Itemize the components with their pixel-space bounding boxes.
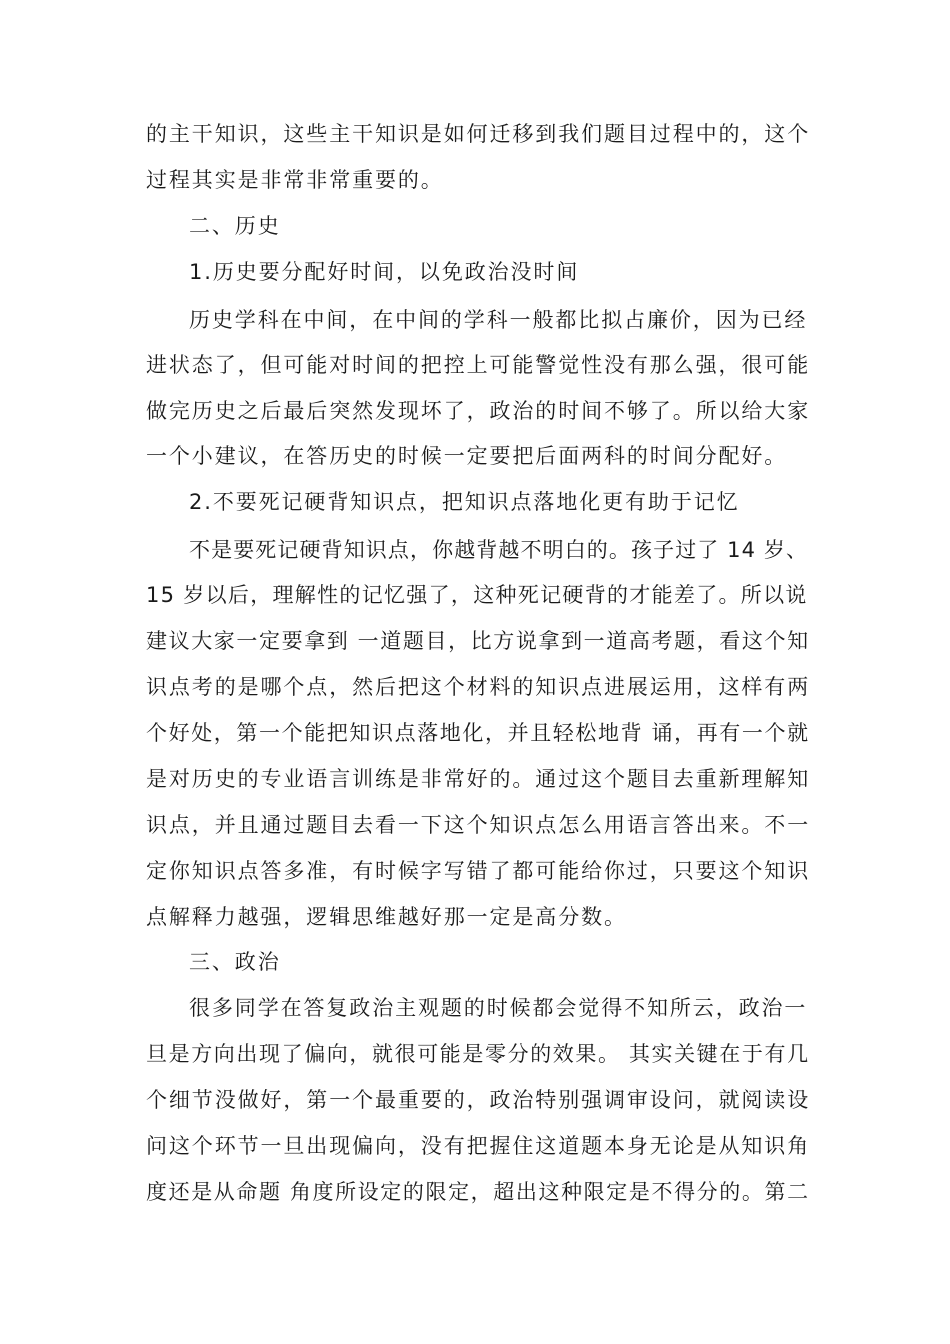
text-line: 旦是方向出现了偏向，就很可能是零分的效果。 其实关键在于有几: [146, 1042, 810, 1066]
section-heading-politics: 三、政治: [189, 950, 281, 974]
text-line: 15 岁以后，理解性的记忆强了，这种死记硬背的才能差了。所以说: [146, 583, 808, 607]
text-line: 是对历史的专业语言训练是非常好的。通过这个题目去重新理解知: [146, 767, 811, 791]
text-line: 识点，并且通过题目去看一下这个知识点怎么用语言答出来。不一: [146, 813, 811, 837]
text-line: 问这个环节一旦出现偏向，没有把握住这道题本身无论是从知识角: [146, 1134, 811, 1158]
text-line: 个细节没做好，第一个最重要的，政治特别强调审设问，就阅读设: [146, 1088, 811, 1112]
text-line: 一个小建议，在答历史的时候一定要把后面两科的时间分配好。: [146, 444, 788, 468]
section-heading-history: 二、历史: [189, 214, 281, 238]
text-line: 过程其实是非常非常重要的。: [146, 168, 444, 192]
text-line: 历史学科在中间，在中间的学科一般都比拟占廉价，因为已经: [189, 308, 808, 332]
subheading: 1.历史要分配好时间，以免政治没时间: [189, 260, 580, 284]
subheading: 2.不要死记硬背知识点，把知识点落地化更有助于记忆: [189, 490, 740, 514]
text-line: 做完历史之后最后突然发现坏了，政治的时间不够了。所以给大家: [146, 399, 811, 423]
text-line: 定你知识点答多准，有时候字写错了都可能给你过，只要这个知识: [146, 859, 811, 883]
text-line: 进状态了，但可能对时间的把控上可能警觉性没有那么强，很可能: [146, 353, 811, 377]
text-line: 度还是从命题 角度所设定的限定，超出这种限定是不得分的。第二: [146, 1180, 810, 1204]
text-line: 识点考的是哪个点，然后把这个材料的知识点进展运用，这样有两: [146, 675, 811, 699]
text-line: 建议大家一定要拿到 一道题目，比方说拿到一道高考题，看这个知: [146, 629, 810, 653]
text-line: 很多同学在答复政治主观题的时候都会觉得不知所云，政治一: [189, 996, 808, 1020]
text-line: 个好处，第一个能把知识点落地化，并且轻松地背 诵，再有一个就: [146, 721, 810, 745]
text-line: 点解释力越强，逻辑思维越好那一定是高分数。: [146, 905, 627, 929]
text-line: 不是要死记硬背知识点，你越背越不明白的。孩子过了 14 岁、: [189, 538, 809, 562]
text-line: 的主干知识，这些主干知识是如何迁移到我们题目过程中的，这个: [146, 122, 811, 146]
